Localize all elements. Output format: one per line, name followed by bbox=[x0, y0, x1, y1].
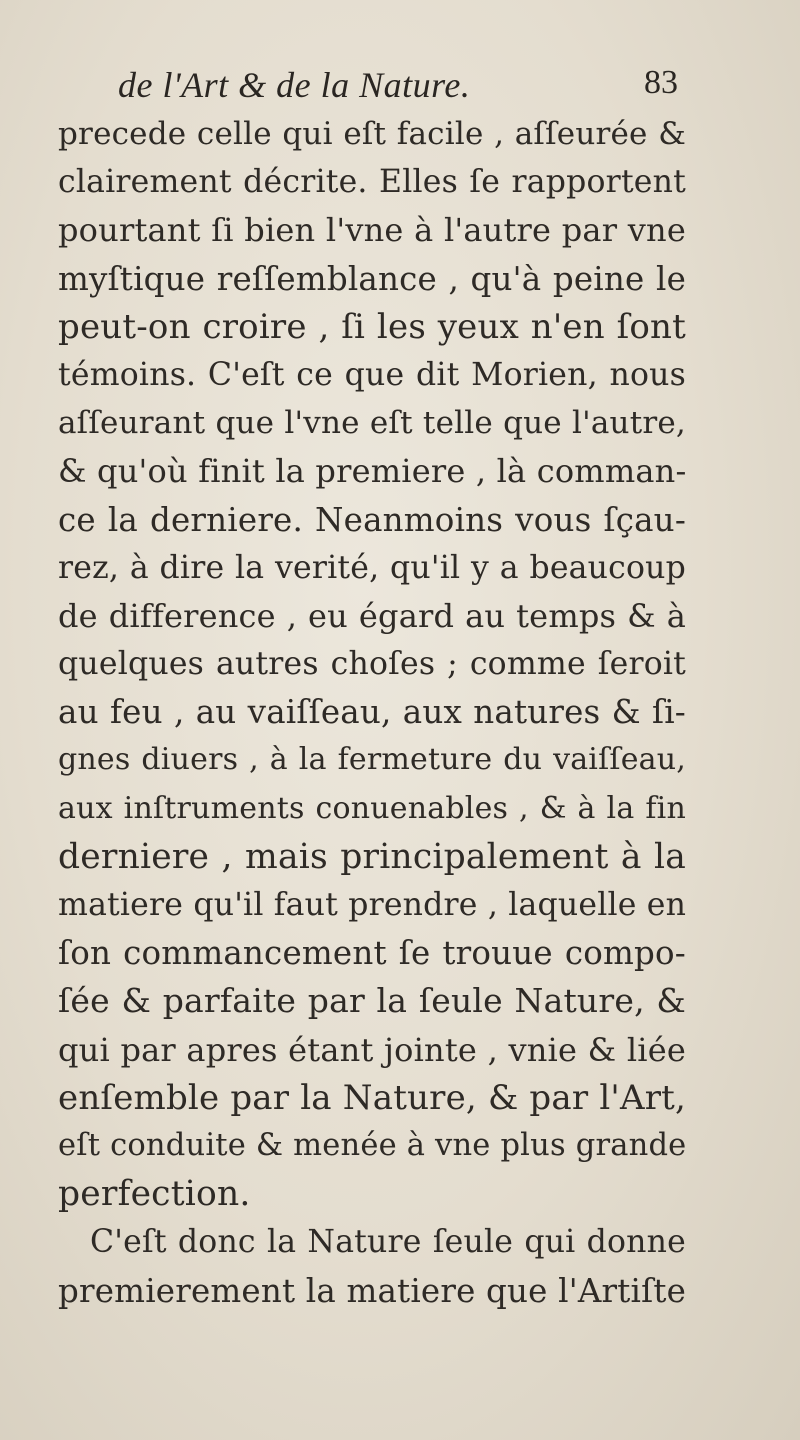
text-line: eſt conduite & menée à vne plus grande bbox=[58, 1127, 687, 1163]
text-line: rez, à dire la verité, qu'il y a beaucoup bbox=[58, 549, 686, 586]
text-line: aſſeurant que l'vne eſt telle que l'autre, bbox=[58, 405, 686, 442]
text-line: peut-on croire , ſi les yeux n'en ſont bbox=[58, 306, 686, 347]
text-line: quelques autres choſes ; comme ſeroit bbox=[58, 646, 686, 683]
running-title: de l'Art & de la Nature. bbox=[118, 65, 471, 105]
text-line: ſon commancement ſe trouue compo- bbox=[58, 934, 686, 973]
text-line: precede celle qui eſt facile , aſſeurée & bbox=[58, 116, 686, 152]
text-line: premierement la matiere que l'Artiſte bbox=[58, 1271, 687, 1310]
text-line: ſée & parfaite par la ſeule Nature, & bbox=[58, 981, 686, 1021]
text-line: ce la derniere. Neanmoins vous ſçau- bbox=[58, 500, 686, 539]
body-text bbox=[58, 110, 686, 1315]
text-line: clairement décrite. Elles ſe rapportent bbox=[58, 164, 686, 201]
text-line: perfection. bbox=[58, 1174, 251, 1215]
text-line: gnes diuers , à la fermeture du vaiſſeau, bbox=[58, 742, 686, 778]
text-line: enſemble par la Nature, & par l'Art, bbox=[58, 1077, 687, 1118]
text-line: au feu , au vaiſſeau, aux natures & ſi- bbox=[58, 693, 686, 732]
text-line: derniere , mais principalement à la bbox=[58, 836, 686, 877]
text-line: matiere qu'il faut prendre , laquelle en bbox=[58, 887, 687, 923]
text-line: témoins. C'eſt ce que dit Morien, nous bbox=[58, 356, 686, 393]
text-line: myſtique reſſemblance , qu'à peine le bbox=[58, 259, 686, 298]
text-line: de difference , eu égard au temps & à bbox=[58, 596, 686, 635]
text-line: C'eſt donc la Nature ſeule qui donne bbox=[90, 1224, 686, 1261]
page-number: 83 bbox=[644, 64, 678, 101]
page-header bbox=[118, 64, 678, 114]
text-line: aux inſtruments conuenables , & à la fin bbox=[58, 790, 686, 826]
text-line: pourtant ſi bien l'vne à l'autre par vne bbox=[58, 211, 686, 250]
text-line: & qu'où finit la premiere , là comman- bbox=[58, 452, 687, 491]
text-line: qui par apres étant jointe , vnie & liée bbox=[58, 1030, 686, 1069]
